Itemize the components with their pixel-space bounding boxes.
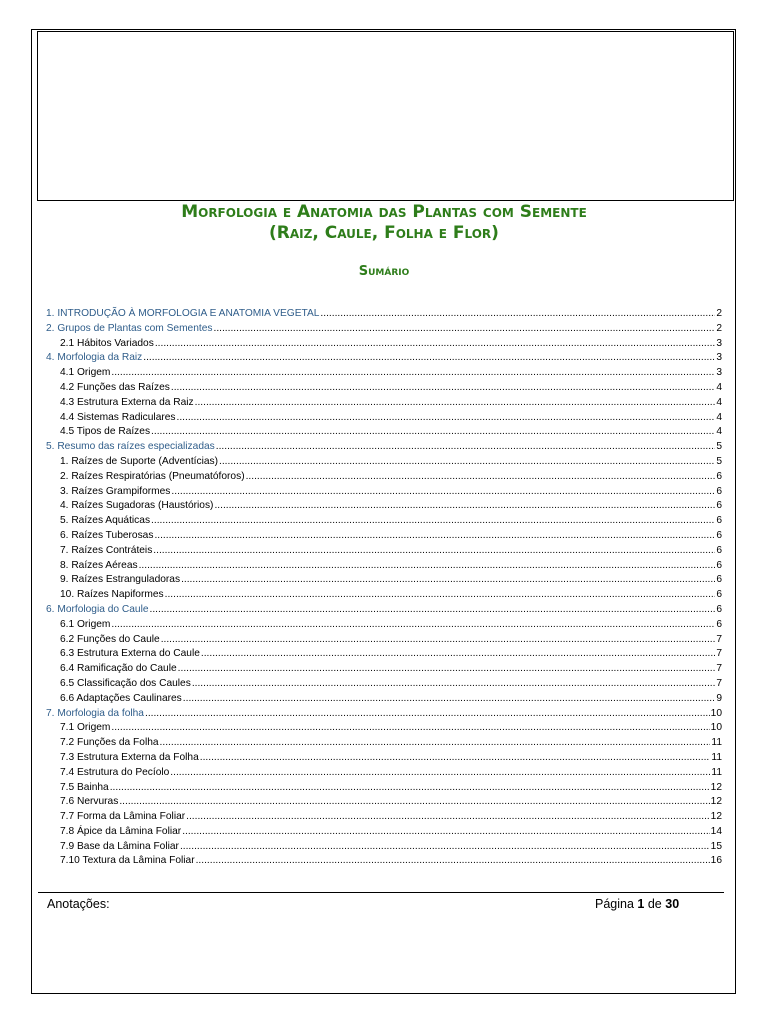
toc-entry-page: 6 xyxy=(716,500,722,512)
toc-leader-dots xyxy=(181,573,715,588)
toc-entry-page: 6 xyxy=(716,529,722,541)
toc-entry[interactable] xyxy=(46,810,722,825)
toc-leader-dots xyxy=(177,411,716,426)
toc-entry[interactable] xyxy=(46,795,722,810)
toc-leader-dots xyxy=(165,588,716,603)
toc-leader-dots xyxy=(195,396,716,411)
toc-entry[interactable] xyxy=(46,470,722,485)
toc-leader-dots xyxy=(320,307,715,322)
toc-entry-label: 8. Raízes Aéreas xyxy=(60,559,138,571)
toc-leader-dots xyxy=(214,499,715,514)
toc-entry[interactable] xyxy=(46,854,722,869)
toc-entry-page: 5 xyxy=(716,441,722,453)
toc-leader-dots xyxy=(111,721,709,736)
toc-entry-label: 7.5 Bainha xyxy=(60,781,109,793)
toc-entry-page: 3 xyxy=(716,367,722,379)
toc-entry[interactable] xyxy=(46,322,722,337)
toc-entry-page: 6 xyxy=(716,559,722,571)
toc-entry-page: 11 xyxy=(711,766,722,778)
toc-entry[interactable] xyxy=(46,736,722,751)
toc-leader-dots xyxy=(154,529,715,544)
toc-entry[interactable] xyxy=(46,351,722,366)
notes-label: Anotações: xyxy=(47,897,110,911)
toc-entry[interactable] xyxy=(46,411,722,426)
toc-entry-label: 4.2 Funções das Raízes xyxy=(60,381,170,393)
toc-entry[interactable] xyxy=(46,307,722,322)
toc-entry[interactable] xyxy=(46,603,722,618)
toc-entry-page: 10 xyxy=(710,722,722,734)
toc-entry-page: 2 xyxy=(716,322,722,334)
toc-entry-page: 2 xyxy=(716,308,722,319)
toc-leader-dots xyxy=(111,618,715,633)
toc-entry[interactable] xyxy=(46,396,722,411)
toc-leader-dots xyxy=(178,662,716,677)
toc-leader-dots xyxy=(200,751,711,766)
toc-entry-label: 2.1 Hábitos Variados xyxy=(60,337,154,349)
toc-entry-label: 5. Resumo das raízes especializadas xyxy=(46,441,215,453)
toc-entry-page: 6 xyxy=(716,470,722,482)
toc-leader-dots xyxy=(143,351,715,366)
toc-leader-dots xyxy=(192,677,716,692)
page-word: Página xyxy=(595,897,634,911)
toc-leader-dots xyxy=(183,692,716,707)
toc-entry-label: 7. Raízes Contráteis xyxy=(60,544,153,556)
toc-entry-label: 6.4 Ramificação do Caule xyxy=(60,663,177,675)
toc-entry-page: 6 xyxy=(716,618,722,630)
toc-leader-dots xyxy=(171,381,715,396)
toc-entry-page: 4 xyxy=(716,426,722,438)
toc-leader-dots xyxy=(153,544,715,559)
toc-entry-label: 4.3 Estrutura Externa da Raiz xyxy=(60,396,194,408)
toc-entry-label: 3. Raízes Grampiformes xyxy=(60,485,171,497)
toc-entry-page: 7 xyxy=(716,663,722,675)
toc-entry[interactable] xyxy=(46,366,722,381)
toc-entry-label: 4.4 Sistemas Radiculares xyxy=(60,411,176,423)
toc-entry-page: 4 xyxy=(716,381,722,393)
toc-leader-dots xyxy=(196,854,710,869)
toc-entry-page: 12 xyxy=(710,811,722,823)
toc-entry[interactable] xyxy=(46,485,722,500)
toc-entry[interactable] xyxy=(46,455,722,470)
toc-entry-page: 4 xyxy=(716,411,722,423)
toc-entry[interactable] xyxy=(46,662,722,677)
toc-leader-dots xyxy=(186,810,710,825)
toc-entry-label: 6.6 Adaptações Caulinares xyxy=(60,692,182,704)
toc-entry-label: 7.6 Nervuras xyxy=(60,796,119,808)
toc-entry-label: 7.3 Estrutura Externa da Folha xyxy=(60,751,199,763)
toc-entry[interactable] xyxy=(46,677,722,692)
toc-entry-page: 11 xyxy=(711,737,722,749)
toc-entry-label: 6.3 Estrutura Externa do Caule xyxy=(60,648,200,660)
toc-entry-page: 12 xyxy=(710,781,722,793)
toc-entry-label: 4.1 Origem xyxy=(60,367,111,379)
toc-entry[interactable] xyxy=(46,692,722,707)
toc-entry[interactable] xyxy=(46,751,722,766)
toc-leader-dots xyxy=(219,455,715,470)
toc-entry-page: 6 xyxy=(716,603,722,615)
toc-entry-label: 7.8 Ápice da Lâmina Foliar xyxy=(60,825,182,837)
summary-heading: Sumário xyxy=(358,264,410,279)
toc-entry-label: 4. Raízes Sugadoras (Haustórios) xyxy=(60,500,214,512)
toc-leader-dots xyxy=(119,795,709,810)
toc-entry[interactable] xyxy=(46,559,722,574)
toc-entry-page: 9 xyxy=(716,692,722,704)
toc-entry-page: 14 xyxy=(710,825,722,837)
toc-leader-dots xyxy=(151,514,715,529)
toc-entry[interactable] xyxy=(46,529,722,544)
toc-entry-page: 6 xyxy=(716,544,722,556)
toc-entry-page: 5 xyxy=(716,455,722,467)
toc-entry-label: 9. Raízes Estranguladoras xyxy=(60,574,181,586)
toc-entry[interactable] xyxy=(46,825,722,840)
toc-entry-page: 7 xyxy=(716,677,722,689)
toc-entry[interactable] xyxy=(46,781,722,796)
toc-entry-page: 4 xyxy=(716,396,722,408)
toc-entry-page: 3 xyxy=(716,352,722,364)
toc-entry[interactable] xyxy=(46,514,722,529)
toc-entry-label: 4.5 Tipos de Raízes xyxy=(60,426,151,438)
document-subtitle: (Raiz, Caule, Folha e Flor) xyxy=(269,223,499,243)
toc-entry-label: 7.2 Funções da Folha xyxy=(60,737,159,749)
toc-leader-dots xyxy=(246,470,716,485)
toc-leader-dots xyxy=(216,440,716,455)
header-box xyxy=(37,31,734,201)
toc-entry-label: 7.4 Estrutura do Pecíolo xyxy=(60,766,170,778)
toc-entry[interactable] xyxy=(46,544,722,559)
toc-entry-label: 6.5 Classificação dos Caules xyxy=(60,677,191,689)
toc-entry-page: 15 xyxy=(710,840,722,852)
toc-entry-label: 7.1 Origem xyxy=(60,722,111,734)
toc-entry[interactable] xyxy=(46,707,722,722)
toc-entry-page: 6 xyxy=(716,589,722,601)
toc-entry-page: 16 xyxy=(710,855,722,867)
toc-leader-dots xyxy=(213,322,715,337)
toc-leader-dots xyxy=(170,766,710,781)
toc-entry[interactable] xyxy=(46,337,722,352)
toc-leader-dots xyxy=(201,647,715,662)
toc-entry-label: 7.9 Base da Lâmina Foliar xyxy=(60,840,179,852)
toc-entry-label: 6. Raízes Tuberosas xyxy=(60,529,154,541)
toc-entry-label: 2. Grupos de Plantas com Sementes xyxy=(46,322,213,334)
footer-divider xyxy=(38,892,724,893)
toc-entry-page: 6 xyxy=(716,515,722,527)
toc-entry-label: 6.1 Origem xyxy=(60,618,111,630)
toc-entry-page: 12 xyxy=(710,796,722,808)
toc-leader-dots xyxy=(139,559,716,574)
toc-entry-label: 6.2 Funções do Caule xyxy=(60,633,160,645)
toc-entry-label: 5. Raízes Aquáticas xyxy=(60,515,151,527)
toc-entry[interactable] xyxy=(46,573,722,588)
table-of-contents xyxy=(46,307,722,869)
toc-entry-label: 1. INTRODUÇÃO À MORFOLOGIA E ANATOMIA VEGETAL xyxy=(46,308,320,319)
toc-entry[interactable] xyxy=(46,766,722,781)
toc-entry[interactable] xyxy=(46,588,722,603)
toc-entry[interactable] xyxy=(46,721,722,736)
total-pages: 30 xyxy=(665,897,680,911)
toc-entry-label: 7.7 Forma da Lâmina Foliar xyxy=(60,811,186,823)
toc-entry-label: 7.10 Textura da Lâmina Foliar xyxy=(60,855,195,867)
toc-entry-label: 6. Morfologia do Caule xyxy=(46,603,149,615)
toc-entry[interactable] xyxy=(46,840,722,855)
toc-entry-page: 7 xyxy=(716,648,722,660)
toc-leader-dots xyxy=(171,485,715,500)
current-page: 1 xyxy=(637,897,645,911)
toc-entry-label: 2. Raízes Respiratórias (Pneumatóforos) xyxy=(60,470,245,482)
toc-entry-page: 7 xyxy=(716,633,722,645)
toc-entry-page: 10 xyxy=(710,707,722,719)
toc-entry-label: 4. Morfologia da Raiz xyxy=(46,352,143,364)
toc-entry[interactable] xyxy=(46,440,722,455)
toc-entry-page: 3 xyxy=(716,337,722,349)
toc-leader-dots xyxy=(151,425,715,440)
toc-entry-page: 6 xyxy=(716,574,722,586)
toc-entry[interactable] xyxy=(46,381,722,396)
toc-entry[interactable] xyxy=(46,633,722,648)
toc-leader-dots xyxy=(160,736,711,751)
toc-entry-label: 1. Raízes de Suporte (Adventícias) xyxy=(60,455,218,467)
toc-entry-label: 7. Morfologia da folha xyxy=(46,707,144,719)
toc-leader-dots xyxy=(180,840,710,855)
toc-entry-page: 11 xyxy=(711,751,722,763)
document-title: Morfologia e Anatomia das Plantas com Semente xyxy=(181,202,587,222)
toc-leader-dots xyxy=(155,337,716,352)
toc-entry[interactable] xyxy=(46,618,722,633)
toc-entry-page: 6 xyxy=(716,485,722,497)
toc-entry-label: 10. Raízes Napiformes xyxy=(60,589,164,601)
toc-leader-dots xyxy=(110,781,710,796)
toc-leader-dots xyxy=(150,603,716,618)
toc-entry[interactable] xyxy=(46,425,722,440)
toc-leader-dots xyxy=(145,707,710,722)
toc-leader-dots xyxy=(182,825,709,840)
toc-entry[interactable] xyxy=(46,499,722,514)
of-word: de xyxy=(647,897,662,911)
toc-leader-dots xyxy=(111,366,715,381)
page-counter xyxy=(595,897,679,911)
toc-entry[interactable] xyxy=(46,647,722,662)
toc-leader-dots xyxy=(161,633,716,648)
